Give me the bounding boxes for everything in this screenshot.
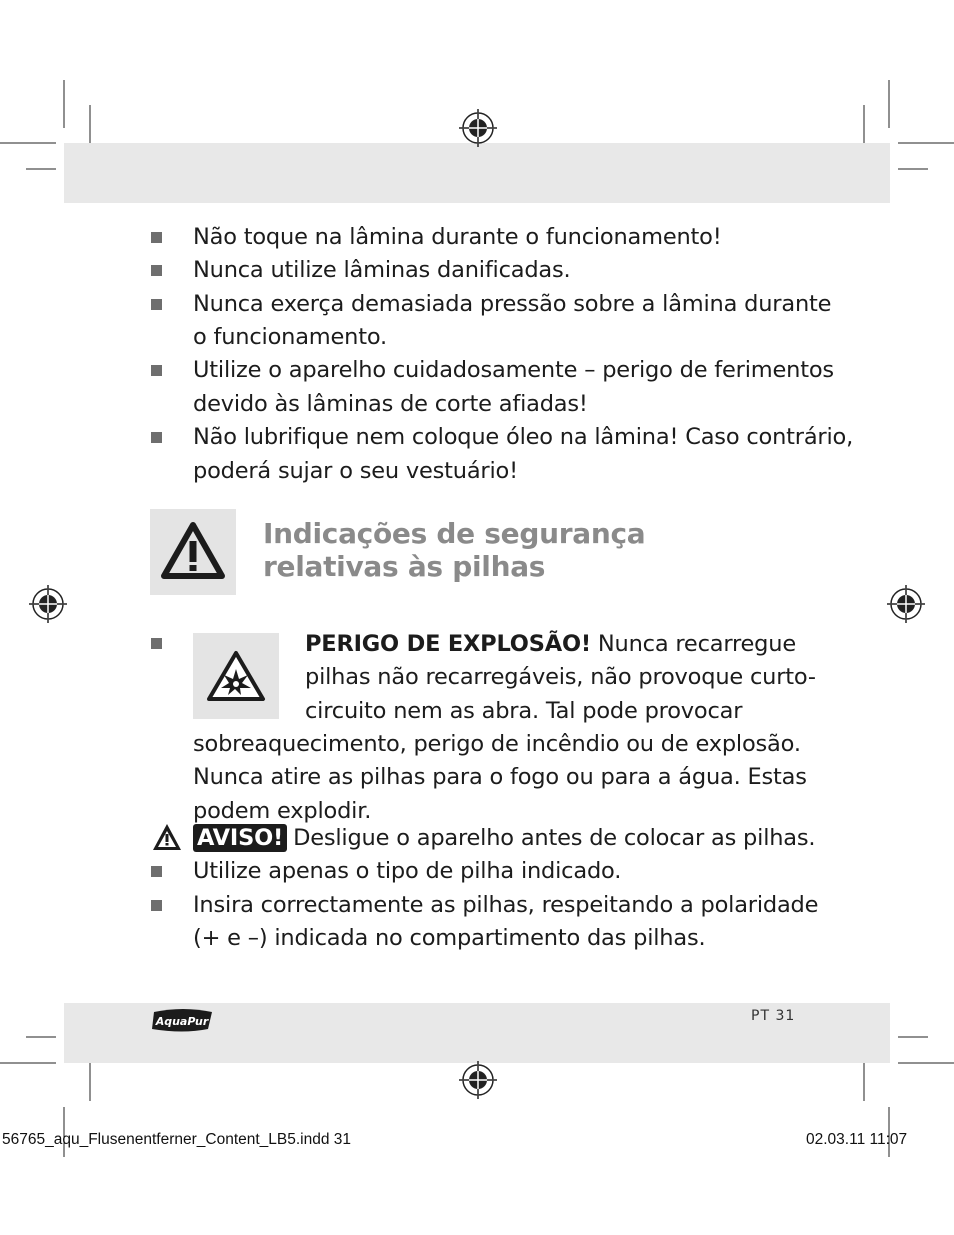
explosion-line-5: Nunca atire as pilhas para o fogo ou para a água. Estas <box>193 764 807 790</box>
logo-text: AquaPur <box>155 1015 209 1028</box>
section-title-line-2: relativas às pilhas <box>263 550 546 583</box>
explosion-hazard-icon <box>193 633 279 719</box>
explosion-line-6: podem explodir. <box>193 798 372 824</box>
aquapur-logo <box>150 1008 216 1034</box>
registration-mark-icon <box>29 585 67 623</box>
list-item-continuation: o funcionamento. <box>193 324 387 350</box>
warning-triangle-icon <box>150 509 236 595</box>
list-item: Utilize apenas o tipo de pilha indicado. <box>193 858 622 884</box>
section-title-line-1: Indicações de segurança <box>263 517 646 550</box>
list-item-continuation: devido às lâminas de corte afiadas! <box>193 391 588 417</box>
list-item-continuation: (+ e –) indicada no compartimento das pilhas. <box>193 925 706 951</box>
section-title <box>263 517 645 583</box>
registration-mark-icon <box>459 109 497 147</box>
bullet-icon <box>151 432 162 443</box>
bullet-icon <box>151 365 162 376</box>
explosion-line-1 <box>305 628 796 661</box>
warning-box <box>150 509 236 595</box>
bullet-icon <box>151 232 162 243</box>
bullet-icon <box>151 866 162 877</box>
page-number: PT 31 <box>751 1008 796 1024</box>
list-item: Não toque na lâmina durante o funcionamento! <box>193 224 722 250</box>
bullet-icon <box>151 299 162 310</box>
slug-filename: 56765_aqu_Flusenentferner_Content_LB5.indd 31 <box>2 1131 352 1148</box>
explosion-box <box>193 633 279 719</box>
list-item: Não lubrifique nem coloque óleo na lâmina! Caso contrário, <box>193 424 854 450</box>
list-item: Nunca exerça demasiada pressão sobre a lâmina durante <box>193 291 832 317</box>
bullet-icon <box>151 638 162 649</box>
registration-mark-icon <box>887 585 925 623</box>
aviso-line <box>193 822 815 855</box>
explosion-text: Nunca recarregue <box>590 631 796 657</box>
registration-mark-icon <box>459 1061 497 1099</box>
list-item: Insira correctamente as pilhas, respeitando a polaridade <box>193 892 819 918</box>
explosion-line-3: circuito nem as abra. Tal pode provocar <box>305 698 743 724</box>
header-band <box>64 143 890 203</box>
list-item: Utilize o aparelho cuidadosamente – perigo de ferimentos <box>193 357 834 383</box>
list-item: Nunca utilize lâminas danificadas. <box>193 257 571 283</box>
slug-datetime: 02.03.11 11:07 <box>806 1131 908 1148</box>
aviso-badge: AVISO! <box>193 824 287 852</box>
aviso-text: Desligue o aparelho antes de colocar as pilhas. <box>293 825 816 851</box>
bullet-icon <box>151 900 162 911</box>
bullet-icon <box>151 265 162 276</box>
warning-triangle-icon <box>151 822 183 852</box>
explosion-label: PERIGO DE EXPLOSÃO! <box>305 631 591 657</box>
explosion-line-4: sobreaquecimento, perigo de incêndio ou de explosão. <box>193 731 801 757</box>
explosion-line-2: pilhas não recarregáveis, não provoque curto- <box>305 664 816 690</box>
list-item-continuation: poderá sujar o seu vestuário! <box>193 458 518 484</box>
